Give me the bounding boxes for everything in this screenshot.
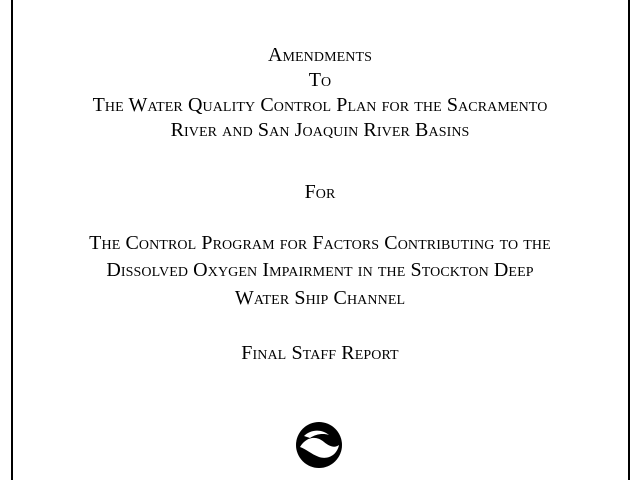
program-title-line2: Dissolved Oxygen Impairment in the Stockton Deep	[106, 259, 534, 281]
program-title-line3: Water Ship Channel	[234, 287, 406, 309]
water-board-logo-icon	[294, 420, 344, 470]
report-type-title: Final Staff Report	[241, 342, 399, 364]
page-border-right	[628, 0, 630, 480]
page-border-left	[11, 0, 13, 480]
program-title-line1: The Control Program for Factors Contributing to the	[89, 232, 551, 254]
heading-to: To	[308, 69, 332, 91]
heading-plan-title-line2: River and San Joaquin River Basins	[170, 119, 470, 141]
heading-plan-title-line1: The Water Quality Control Plan for the Sacramento	[92, 94, 548, 116]
heading-for: For	[304, 181, 336, 203]
heading-amendments: Amendments	[267, 44, 373, 66]
